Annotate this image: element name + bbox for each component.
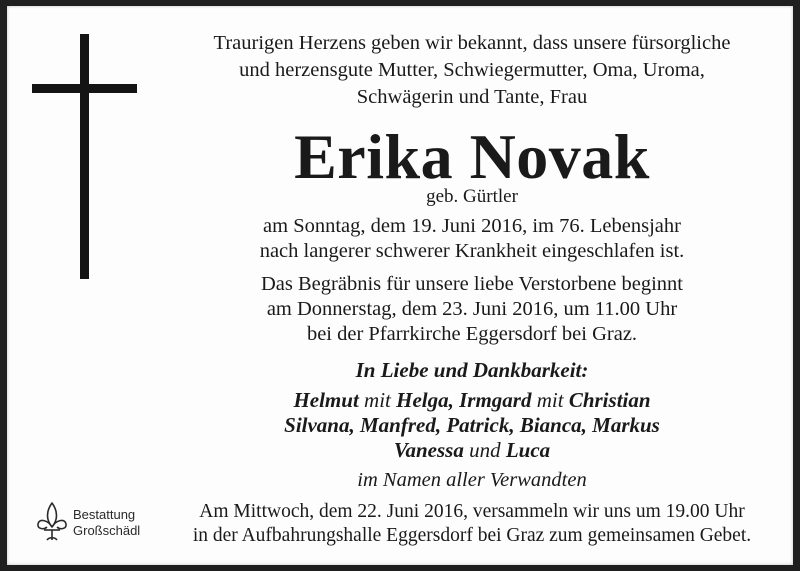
funeral-home-logo [35,500,155,548]
deceased-name: Erika Novak [294,121,650,192]
cross-icon [32,34,137,279]
mourner: Irmgard [459,388,532,412]
intro-line: und herzensgute Mutter, Schwiegermutter, Oma, Uroma, [239,59,705,81]
funeral-line: Das Begräbnis für unsere liebe Verstorbene beginnt [260,273,684,295]
mourner: Luca [505,438,551,462]
connector: mit [536,388,564,412]
intro-line: Traurigen Herzens geben wir bekannt, dass unsere fürsorgliche [213,32,731,54]
mourner: Helmut [293,388,359,412]
mourners-line [167,413,777,438]
funeral-line: am Donnerstag, dem 23. Juni 2016, um 11.00 Uhr [266,298,678,320]
mourner: Silvana, Manfred, Patrick, Bianca, Markus [284,413,660,437]
logo-line: Großschädl [73,523,141,538]
death-line: nach langerer schwerer Krankheit eingeschlafen ist. [259,240,685,262]
maiden-name: geb. Gürtler [426,186,518,207]
funeral-line: bei der Pfarrkirche Eggersdorf bei Graz. [306,323,638,345]
mourners-line [167,388,777,413]
mourner: Vanessa [393,438,464,462]
obituary-card [7,6,793,565]
mourner: Helga, [396,388,454,412]
mourners-list [167,388,777,463]
death-line: am Sonntag, dem 19. Juni 2016, im 76. Lebensjahr [263,215,681,237]
connector: und [469,438,501,462]
death-statement [167,214,777,264]
connector: mit [364,388,391,412]
wake-details [167,500,777,548]
mourner: Christian [568,388,651,412]
funeral-details [167,272,777,347]
intro-line: Schwägerin und Tante, Frau [356,86,588,108]
wake-line: Am Mittwoch, dem 22. Juni 2016, versammeln wir uns um 19.00 Uhr [199,501,745,522]
thanks-heading: In Liebe und Dankbarkeit: [355,358,589,382]
relatives-note: im Namen aller Verwandten [357,469,587,491]
wake-line: in der Aufbahrungshalle Eggersdorf bei Graz zum gemeinsamen Gebet. [192,525,752,546]
mourners-line [167,438,777,463]
logo-line: Bestattung [73,507,136,522]
fleur-de-lis-icon [35,500,69,546]
intro-text [167,30,777,111]
